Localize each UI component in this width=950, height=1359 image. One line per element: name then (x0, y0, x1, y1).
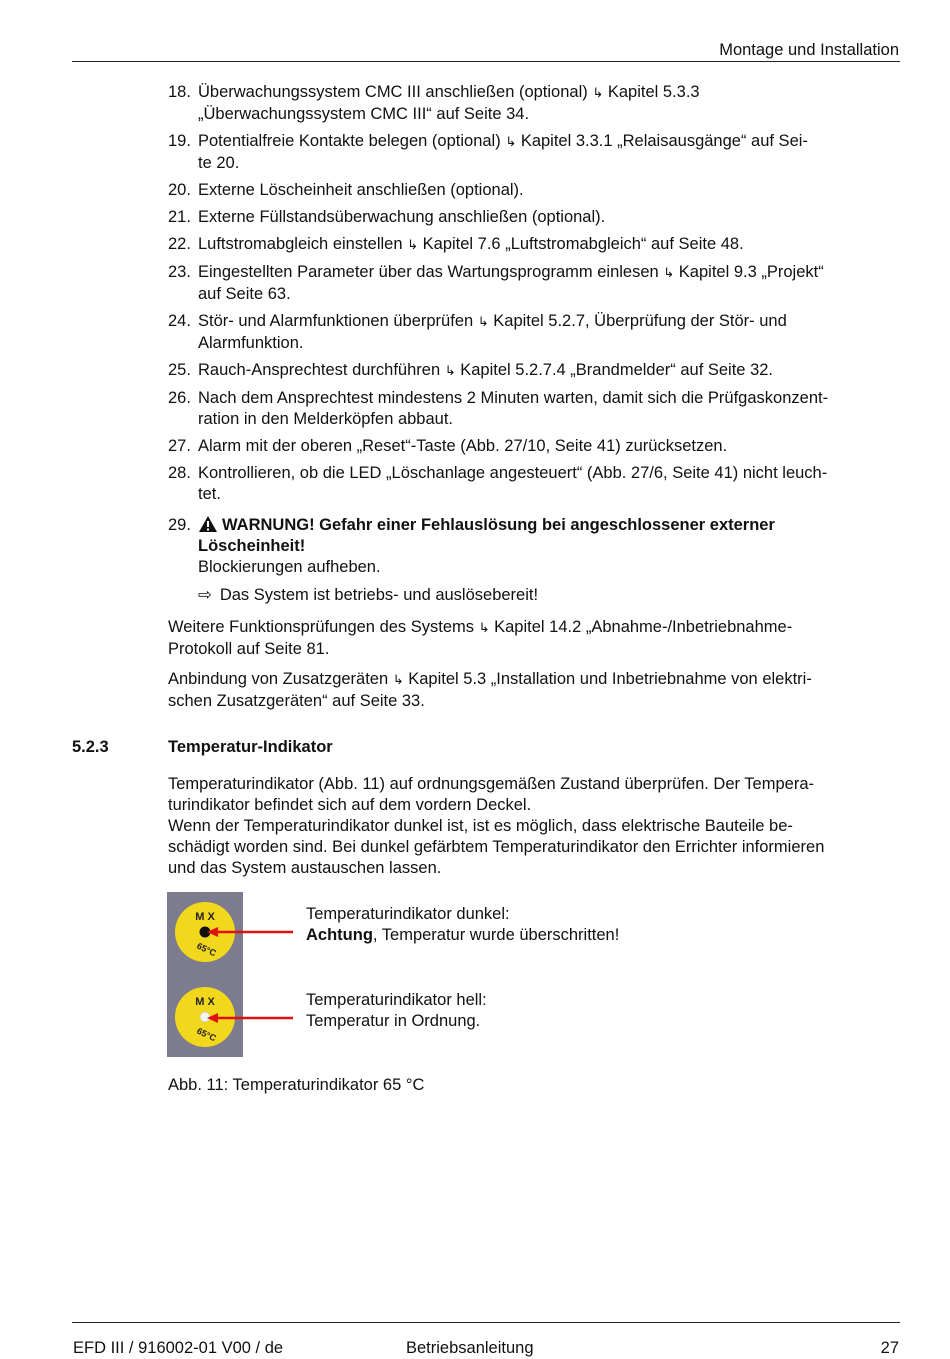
step-item (168, 207, 900, 228)
dark-label: Temperaturindikator dunkel: (306, 905, 510, 923)
text-before-ref: Externe Füllstandsüberwachung anschließen (optional). (198, 208, 606, 226)
cross-reference: Kapitel 5.3.3 (607, 83, 700, 101)
cross-reference: Kapitel 3.3.1 „Relaisausgänge“ auf Sei- (520, 132, 808, 150)
text-before-ref: Potentialfreie Kontakte belegen (optional) (198, 132, 501, 150)
body-paragraph (168, 617, 900, 660)
warning-text-line1: WARNUNG! Gefahr einer Fehlauslösung bei angeschlossener externer (222, 516, 775, 534)
installation-steps-list (168, 82, 900, 505)
xref-arrow-icon: ↳ (478, 621, 490, 636)
text-before-ref: Überwachungssystem CMC III anschließen (optional) (198, 83, 588, 101)
step-number: 22. (168, 235, 191, 253)
step-item (168, 262, 900, 305)
text-before-ref: Externe Löscheinheit anschließen (optional). (198, 181, 524, 199)
continuation-text: te 20. (198, 154, 240, 172)
section-body (168, 774, 900, 879)
light-label: Temperaturindikator hell: (306, 991, 487, 1009)
result-arrow-icon: ⇨ (198, 586, 212, 604)
step-item (168, 463, 900, 505)
step-item (168, 360, 900, 382)
section-text-line: turindikator befindet sich auf dem vordern Deckel. (168, 796, 532, 814)
indicator-label-bottom: 65°C (195, 940, 218, 959)
step-number: 20. (168, 181, 191, 199)
text-before-ref: Eingestellten Parameter über das Wartungsprogramm einlesen (198, 263, 659, 281)
cross-reference: Kapitel 7.6 „Luftstromabgleich“ auf Seite 48. (422, 235, 744, 253)
body-paragraph (168, 669, 900, 712)
step-number: 29. (168, 516, 191, 534)
page-header (72, 38, 900, 62)
text-before-ref: Alarm mit der oberen „Reset“-Taste (Abb. 27/10, Seite 41) zurücksetzen. (198, 437, 728, 455)
pointer-arrows (207, 922, 297, 1032)
section-number: 5.2.3 (72, 738, 109, 756)
xref-arrow-icon: ↳ (407, 238, 419, 253)
xref-arrow-icon: ↳ (663, 266, 675, 281)
step-item (168, 180, 900, 201)
dark-indicator-label (306, 904, 866, 946)
continuation-text: Alarmfunktion. (198, 334, 304, 352)
xref-arrow-icon: ↳ (392, 673, 404, 688)
step-number: 19. (168, 132, 191, 150)
cross-reference: Kapitel 9.3 „Projekt“ (678, 263, 824, 281)
page-footer (72, 1322, 900, 1357)
text-before-ref: Weitere Funktionsprüfungen des Systems (168, 618, 475, 636)
text-before-ref: Rauch-Ansprechtest durchführen (198, 361, 441, 379)
warning-text-line2: Löscheinheit! (198, 537, 306, 555)
xref-arrow-icon: ↳ (477, 315, 489, 330)
page-number: 27 (880, 1339, 899, 1357)
continuation-text: ration in den Melderköpfen abbaut. (198, 410, 454, 428)
continuation-text: Protokoll auf Seite 81. (168, 640, 330, 658)
light-text: Temperatur in Ordnung. (306, 1012, 481, 1030)
step-item (168, 311, 900, 354)
section-title: Temperatur-Indikator (168, 738, 333, 756)
continuation-text: auf Seite 63. (198, 285, 291, 303)
text-before-ref: Kontrollieren, ob die LED „Löschanlage angesteuert“ (Abb. 27/6, Seite 41) nicht leuch- (198, 464, 828, 482)
temperature-indicator-figure (167, 892, 900, 1058)
red-arrow-light-icon (207, 1013, 218, 1023)
cross-reference: Kapitel 5.3 „Installation und Inbetriebnahme von elektri- (408, 670, 812, 688)
text-before-ref: Stör- und Alarmfunktionen überprüfen (198, 312, 474, 330)
xref-arrow-icon: ↳ (505, 135, 517, 150)
step-number: 21. (168, 208, 191, 226)
dark-warning-bold: Achtung (306, 926, 373, 944)
light-indicator-label (306, 990, 866, 1032)
text-before-ref: Anbindung von Zusatzgeräten (168, 670, 389, 688)
step-item (168, 131, 900, 174)
section-text-line: Temperaturindikator (Abb. 11) auf ordnungsgemäßen Zustand überprüfen. Der Tempera- (168, 775, 814, 793)
footer-doc-type: Betriebsanleitung (406, 1339, 534, 1357)
section-text-line: schädigt worden sind. Bei dunkel gefärbtem Temperaturindikator den Errichter informieren (168, 838, 825, 856)
indicator-label-top: M X (195, 996, 215, 1008)
continuation-text: schen Zusatzgeräten“ auf Seite 33. (168, 692, 425, 710)
main-content (168, 82, 900, 721)
step-number: 26. (168, 389, 191, 407)
cross-reference: Kapitel 5.2.7.4 „Brandmelder“ auf Seite 32. (460, 361, 774, 379)
step-action: Blockierungen aufheben. (198, 558, 381, 576)
step-item (168, 234, 900, 256)
cross-reference: Kapitel 5.2.7, Überprüfung der Stör- und (493, 312, 787, 330)
cross-reference: Kapitel 14.2 „Abnahme-/Inbetriebnahme- (494, 618, 793, 636)
step-number: 25. (168, 361, 191, 379)
red-arrow-dark-icon (207, 927, 218, 937)
paragraphs (168, 617, 900, 712)
step-item (168, 82, 900, 125)
section-text-line: Wenn der Temperaturindikator dunkel ist, ist es möglich, dass elektrische Bauteile be- (168, 817, 793, 835)
header-title: Montage und Installation (719, 41, 899, 59)
indicator-label-top: M X (195, 911, 215, 923)
step-number: 27. (168, 437, 191, 455)
step-number: 18. (168, 83, 191, 101)
warning-triangle-icon (198, 515, 218, 533)
step-number: 23. (168, 263, 191, 281)
step-29 (168, 515, 900, 606)
step-number: 28. (168, 464, 191, 482)
footer-doc-id: EFD III / 916002-01 V00 / de (73, 1339, 284, 1357)
text-before-ref: Luftstromabgleich einstellen (198, 235, 403, 253)
continuation-text: „Überwachungssystem CMC III“ auf Seite 34. (198, 105, 530, 123)
continuation-text: tet. (198, 485, 221, 503)
dark-warning-rest: , Temperatur wurde überschritten! (372, 926, 620, 944)
figure-caption: Abb. 11: Temperaturindikator 65 °C (168, 1076, 425, 1094)
result-text: Das System ist betriebs- und auslösebereit! (219, 586, 539, 604)
xref-arrow-icon: ↳ (592, 86, 604, 101)
step-result (198, 585, 900, 606)
text-before-ref: Nach dem Ansprechtest mindestens 2 Minuten warten, damit sich die Prüfgaskonzent- (198, 389, 829, 407)
step-item (168, 436, 900, 457)
section-text-line: und das System austauschen lassen. (168, 859, 442, 877)
xref-arrow-icon: ↳ (444, 364, 456, 379)
step-number: 24. (168, 312, 191, 330)
step-item (168, 388, 900, 430)
indicator-label-bottom: 65°C (195, 1025, 218, 1044)
